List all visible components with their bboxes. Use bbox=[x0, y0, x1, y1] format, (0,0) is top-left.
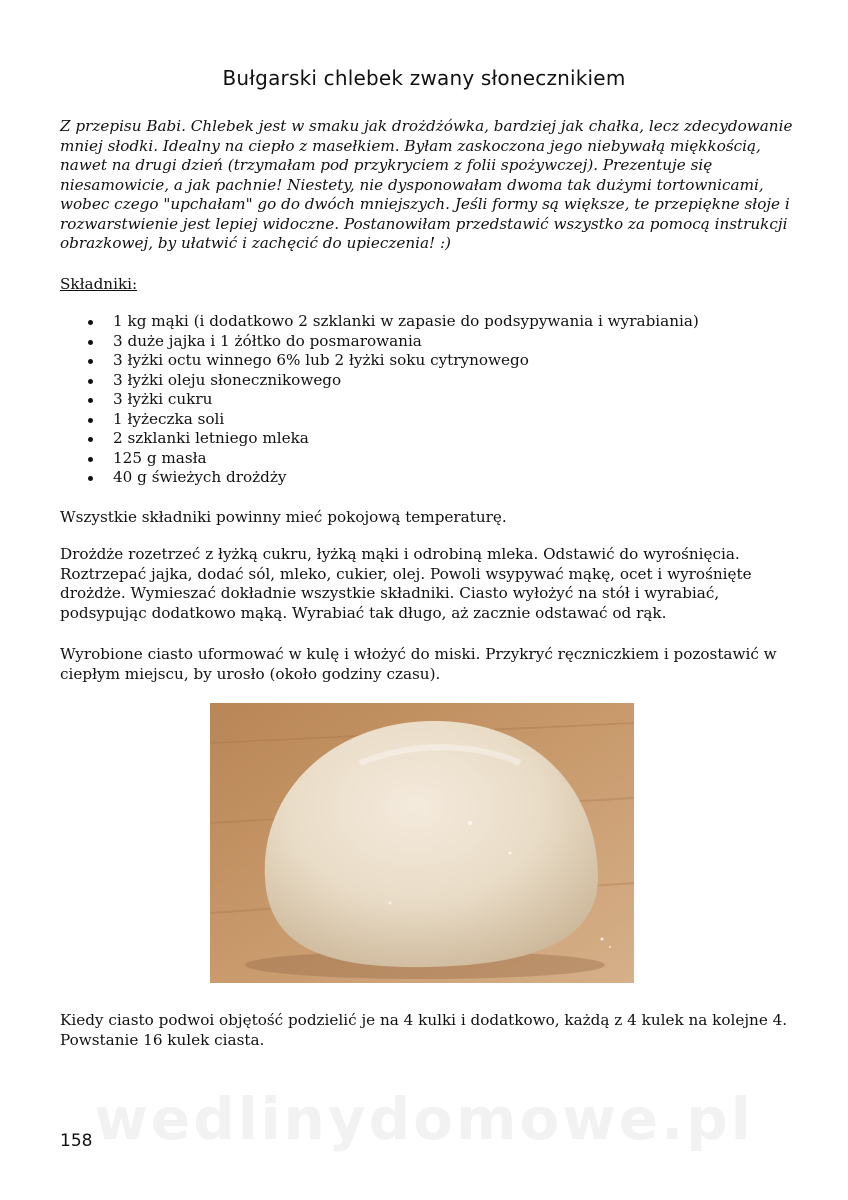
list-item: 2 szklanki letniego mleka bbox=[60, 429, 699, 449]
page-number: 158 bbox=[60, 1131, 93, 1151]
list-item: 125 g masła bbox=[60, 449, 699, 469]
intro-paragraph bbox=[60, 117, 800, 254]
page-title: Bułgarski chlebek zwany słonecznikiem bbox=[222, 66, 626, 90]
ingredients-list bbox=[60, 312, 699, 488]
intro-text: Z przepisu Babi. Chlebek jest w smaku jak drożdżówka, bardziej jak chałka, lecz zdecydowanie mniej słodki. Idealny na ciepło z masełkiem. Byłam zaskoczona jego niebywałą miękkością, nawet na drugi dzień (trzymałam pod przykryciem z folii spożywczej). Prezentuje się niesamowicie, a jak pachnie! Niestety, nie dysponowałam dwoma tak dużymi tortownicami, wobec czego "upchałam" go do dwóch mniejszych. Jeśli formy są większe, te przepiękne słoje i rozwarstwienie jest lepiej widoczne. Postanowiłam przedstawić wszystko za pomocą instrukcji obrazkowej, by ułatwić i zachęcić do upieczenia! :) bbox=[60, 117, 793, 252]
list-item: 1 kg mąki (i dodatkowo 2 szklanki w zapasie do podsypywania i wyrabiania) bbox=[60, 312, 699, 332]
list-item: 3 łyżki oleju słonecznikowego bbox=[60, 371, 699, 391]
list-item: 1 łyżeczka soli bbox=[60, 410, 699, 430]
paragraph-temperature: Wszystkie składniki powinny mieć pokojową temperaturę. bbox=[60, 508, 507, 526]
list-item: 40 g świeżych drożdży bbox=[60, 468, 699, 488]
dough-photo bbox=[210, 703, 634, 983]
list-item: 3 duże jajka i 1 żółtko do posmarowania bbox=[60, 332, 699, 352]
list-item: 3 łyżki cukru bbox=[60, 390, 699, 410]
ingredients-heading: Składniki: bbox=[60, 275, 138, 293]
paragraph-dividing: Kiedy ciasto podwoi objętość podzielić je na 4 kulki i dodatkowo, każdą z 4 kulek na kolejne 4. Powstanie 16 kulek ciasta. bbox=[60, 1011, 788, 1049]
dough-ball-image bbox=[210, 703, 634, 983]
watermark: wedlinydomowe.pl bbox=[94, 1085, 754, 1153]
list-item: 3 łyżki octu winnego 6% lub 2 łyżki soku cytrynowego bbox=[60, 351, 699, 371]
paragraph-rising: Wyrobione ciasto uformować w kulę i włożyć do miski. Przykryć ręczniczkiem i pozostawić w ciepłym miejscu, by urosło (około godziny czasu). bbox=[60, 645, 777, 683]
paragraph-kneading: Drożdże rozetrzeć z łyżką cukru, łyżką mąki i odrobiną mleka. Odstawić do wyrośnięcia. Roztrzepać jajka, dodać sól, mleko, cukier, olej. Powoli wsypywać mąkę, ocet i wyrośnięte drożdże. Wymieszać dokładnie wszystkie składniki. Ciasto wyłożyć na stół i wyrabiać, podsypując dodatkowo mąką. Wyrabiać tak długo, aż zacznie odstawać od rąk. bbox=[60, 545, 752, 622]
